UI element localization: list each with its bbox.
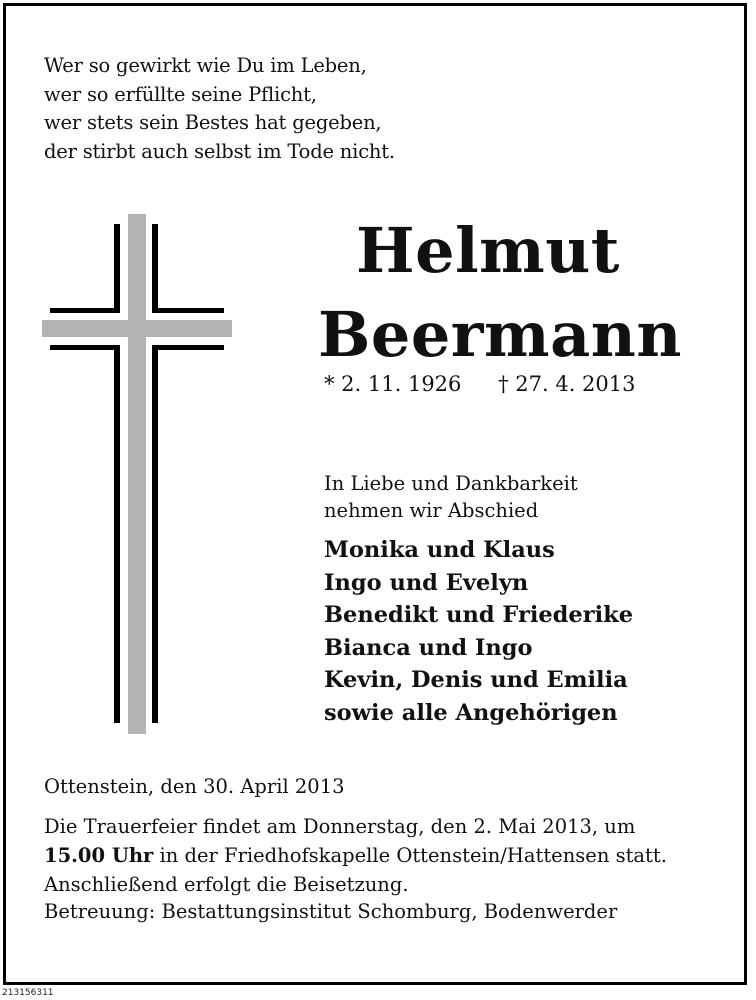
family-member: Bianca und Ingo [324,634,533,661]
reference-number: 213156311 [2,988,54,998]
birth-date: * 2. 11. 1926 [324,372,462,396]
intro-line: In Liebe und Dankbarkeit [324,472,578,495]
family-member: Ingo und Evelyn [324,569,529,596]
verse-line: wer stets sein Bestes hat gegeben, [44,111,382,134]
funeral-service-info [44,812,667,899]
family-member: Kevin, Denis und Emilia [324,667,628,693]
family-member: Monika und Klaus [324,537,555,563]
service-time: 15.00 Uhr [44,844,154,867]
cross-icon [40,214,235,734]
deceased-first-name: Helmut [356,214,620,287]
family-member: sowie alle Angehörigen [324,699,618,726]
verse [44,52,395,166]
funeral-home: Betreuung: Bestattungsinstitut Schomburg, Bodenwerder [44,900,618,923]
place-date: Ottenstein, den 30. April 2013 [44,775,345,798]
verse-line: Wer so gewirkt wie Du im Leben, [44,54,367,77]
family-member: Benedikt und Friederike [324,602,634,628]
death-date: † 27. 4. 2013 [498,372,636,396]
farewell-intro [324,470,578,524]
service-line: Die Trauerfeier findet am Donnerstag, den 2. Mai 2013, um [44,815,636,838]
family-list [324,534,633,729]
service-line [44,841,667,870]
verse-line: der stirbt auch selbst im Tode nicht. [44,139,395,163]
deceased-last-name: Beermann [318,298,682,371]
service-line: Anschließend erfolgt die Beisetzung. [44,873,409,896]
service-location: in der Friedhofskapelle Ottenstein/Hattensen statt. [153,844,667,867]
life-dates [324,372,636,396]
intro-line: nehmen wir Abschied [324,499,539,522]
verse-line: wer so erfüllte seine Pflicht, [44,82,317,106]
